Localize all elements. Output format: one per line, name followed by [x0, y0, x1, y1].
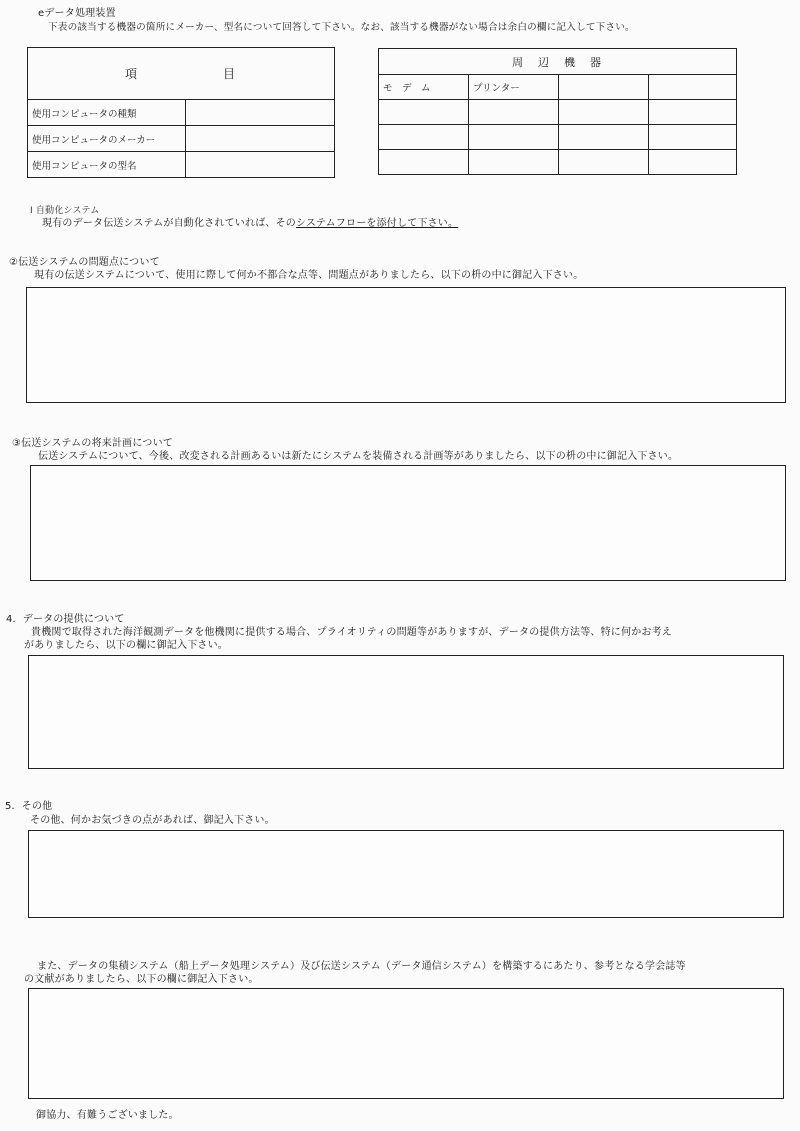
item-row-field-type[interactable]	[186, 100, 335, 126]
peripheral-cell[interactable]	[469, 125, 559, 150]
peripheral-col-blank-1	[559, 75, 649, 100]
section-title-5: 5．その他	[5, 801, 53, 812]
peripheral-col-modem: モ デ ム	[379, 75, 469, 100]
peripheral-cell[interactable]	[469, 150, 559, 175]
auto-instruction-underlined: システムフローを添付して下さい。	[296, 218, 459, 229]
peripheral-table-header: 周 辺 機 器	[379, 49, 737, 75]
section-title-auto: I 自動化システム	[30, 206, 100, 216]
item-table-header: 項 目	[28, 48, 335, 100]
auto-instruction	[42, 218, 458, 230]
item-row-label-maker: 使用コンピュータのメーカー	[28, 126, 186, 152]
peripheral-col-blank-2	[649, 75, 737, 100]
peripheral-cell[interactable]	[379, 125, 469, 150]
problems-answer-box[interactable]	[26, 287, 786, 403]
item-row-field-model[interactable]	[186, 152, 335, 178]
peripheral-col-printer: プリンター	[469, 75, 559, 100]
item-row-field-maker[interactable]	[186, 126, 335, 152]
section-title-4: 4．データの提供について	[6, 614, 125, 625]
item-row-label-model: 使用コンピュータの型名	[28, 152, 186, 178]
section-title-2: ②伝送システムの問題点について	[9, 257, 160, 268]
section-title-3: ③伝送システムの将来計画について	[12, 438, 173, 449]
section-4-instruction-line1: 貴機関で取得された海洋観測データを他機関に提供する場合、プライオリティの問題等がありますが、データの提供方法等、特に何かお考え	[31, 627, 672, 638]
auto-instruction-text: 現有のデータ伝送システムが自動化されていれば、その	[42, 218, 296, 229]
future-plan-answer-box[interactable]	[30, 465, 786, 581]
peripheral-cell[interactable]	[649, 125, 737, 150]
peripheral-cell[interactable]	[559, 125, 649, 150]
peripheral-cell[interactable]	[649, 150, 737, 175]
peripheral-cell[interactable]	[559, 100, 649, 125]
peripheral-cell[interactable]	[559, 150, 649, 175]
section-2-instruction: 現有の伝送システムについて、使用に際して何か不都合な点等、問題点がありましたら、以下の枡の中に御記入下さい。	[34, 270, 584, 281]
section-3-instruction: 伝送システムについて、今後、改変される計画あるいは新たにシステムを装備される計画等がありましたら、以下の枡の中に御記入下さい。	[38, 451, 679, 462]
peripheral-table	[378, 48, 737, 175]
data-provision-answer-box[interactable]	[28, 655, 784, 769]
peripheral-cell[interactable]	[379, 100, 469, 125]
item-row-label-type: 使用コンピュータの種類	[28, 100, 186, 126]
other-answer-box[interactable]	[28, 830, 784, 918]
peripheral-cell[interactable]	[649, 100, 737, 125]
peripheral-cell[interactable]	[379, 150, 469, 175]
item-table	[27, 47, 335, 178]
closing-thanks: 御協力、有難うございました。	[36, 1110, 179, 1121]
references-instruction-line2: の文献がありましたら、以下の欄に御記入下さい。	[24, 974, 259, 985]
data-processing-instruction: 下表の該当する機器の箇所にメーカー、型名について回答して下さい。なお、該当する機器がない場合は余白の欄に記入して下さい。	[48, 22, 635, 33]
references-answer-box[interactable]	[28, 988, 784, 1099]
peripheral-cell[interactable]	[469, 100, 559, 125]
section-title-data-processing: eデータ処理装置	[38, 8, 116, 19]
section-5-instruction: その他、何かお気づきの点があれば、御記入下さい。	[30, 815, 275, 826]
references-instruction-line1: また、データの集積システム（船上データ処理システム）及び伝送システム（データ通信システム）を構築するにあたり、参考となる学会誌等	[37, 961, 686, 972]
section-4-instruction-line2: がありましたら、以下の欄に御記入下さい。	[24, 640, 228, 651]
